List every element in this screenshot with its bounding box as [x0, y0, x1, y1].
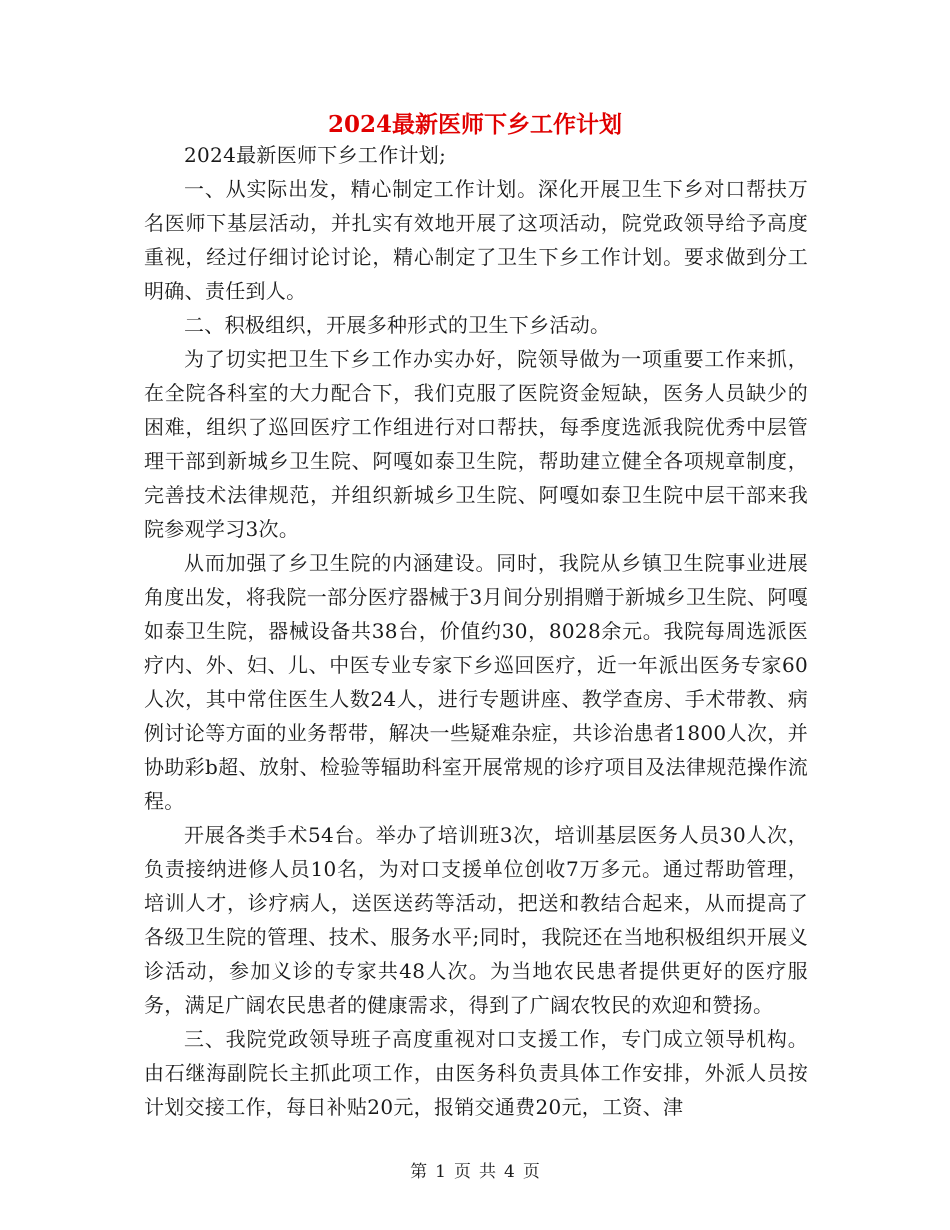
footer-ye: 页	[454, 1162, 471, 1182]
footer-total-pages: 4	[504, 1162, 515, 1182]
paragraph-section-two-body: 为了切实把卫生下乡工作办实办好，院领导做为一项重要工作来抓，在全院各科室的大力配合下，我们克服了医院资金短缺，医务人员缺少的困难，组织了巡回医疗工作组进行对口帮扶，每季度选派我院优秀中层管理干部到新城乡卫生院、阿嘎如泰卫生院，帮助建立健全各项规章制度，完善技术法律规范，并组织新城乡卫生院、阿嘎如泰卫生院中层干部来我院参观学习3次。	[144, 347, 808, 541]
page-footer	[0, 1160, 950, 1184]
paragraph-section-two-results: 开展各类手术54台。举办了培训班3次，培训基层医务人员30人次，负责接纳进修人员10名，为对口支援单位创收7万多元。通过帮助管理，培训人才，诊疗病人，送医送药等活动，把送和教结合起来，从而提高了各级卫生院的管理、技术、服务水平;同时，我院还在当地积极组织开展义诊活动，参加义诊的专家共48人次。为当地农民患者提供更好的医疗服务，满足广阔农民患者的健康需求，得到了广阔农牧民的欢迎和赞扬。	[144, 823, 808, 1017]
footer-page-number: 1	[435, 1162, 446, 1182]
paragraph-section-two-continued: 从而加强了乡卫生院的内涵建设。同时，我院从乡镇卫生院事业进展角度出发，将我院一部分医疗器械于3月间分别捐赠于新城乡卫生院、阿嘎如泰卫生院，器械设备共38台，价值约30，8028余元。我院每周选派医疗内、外、妇、儿、中医专业专家下乡巡回医疗，近一年派出医务专家60人次，其中常住医生人数24人，进行专题讲座、教学查房、手术带教、病例讨论等方面的业务帮带，解决一些疑难杂症，共诊治患者1800人次，并协助彩b超、放射、检验等辐助科室开展常规的诊疗项目及法律规范操作流程。	[144, 551, 808, 813]
document-title: 2024最新医师下乡工作计划	[327, 111, 622, 138]
paragraph-section-two-heading: 二、积极组织，开展多种形式的卫生下乡活动。	[184, 313, 611, 337]
document-body	[144, 138, 808, 1124]
footer-ye-end: 页	[522, 1162, 540, 1182]
paragraph-section-one: 一、从实际出发，精心制定工作计划。深化开展卫生下乡对口帮扶万名医师下基层活动，并扎实有效地开展了这项活动，院党政领导给予高度重视，经过仔细讨论讨论，精心制定了卫生下乡工作计划。要求做到分工明确、责任到人。	[144, 177, 808, 303]
footer-di: 第	[410, 1162, 428, 1182]
footer-gong: 共	[479, 1162, 496, 1182]
paragraph-section-three: 三、我院党政领导班子高度重视对口支援工作，专门成立领导机构。由石继海副院长主抓此项工作，由医务科负责具体工作安排，外派人员按计划交接工作，每日补贴20元，报销交通费20元，工资、津	[144, 1027, 808, 1119]
paragraph-subtitle: 2024最新医师下乡工作计划;	[184, 143, 447, 167]
